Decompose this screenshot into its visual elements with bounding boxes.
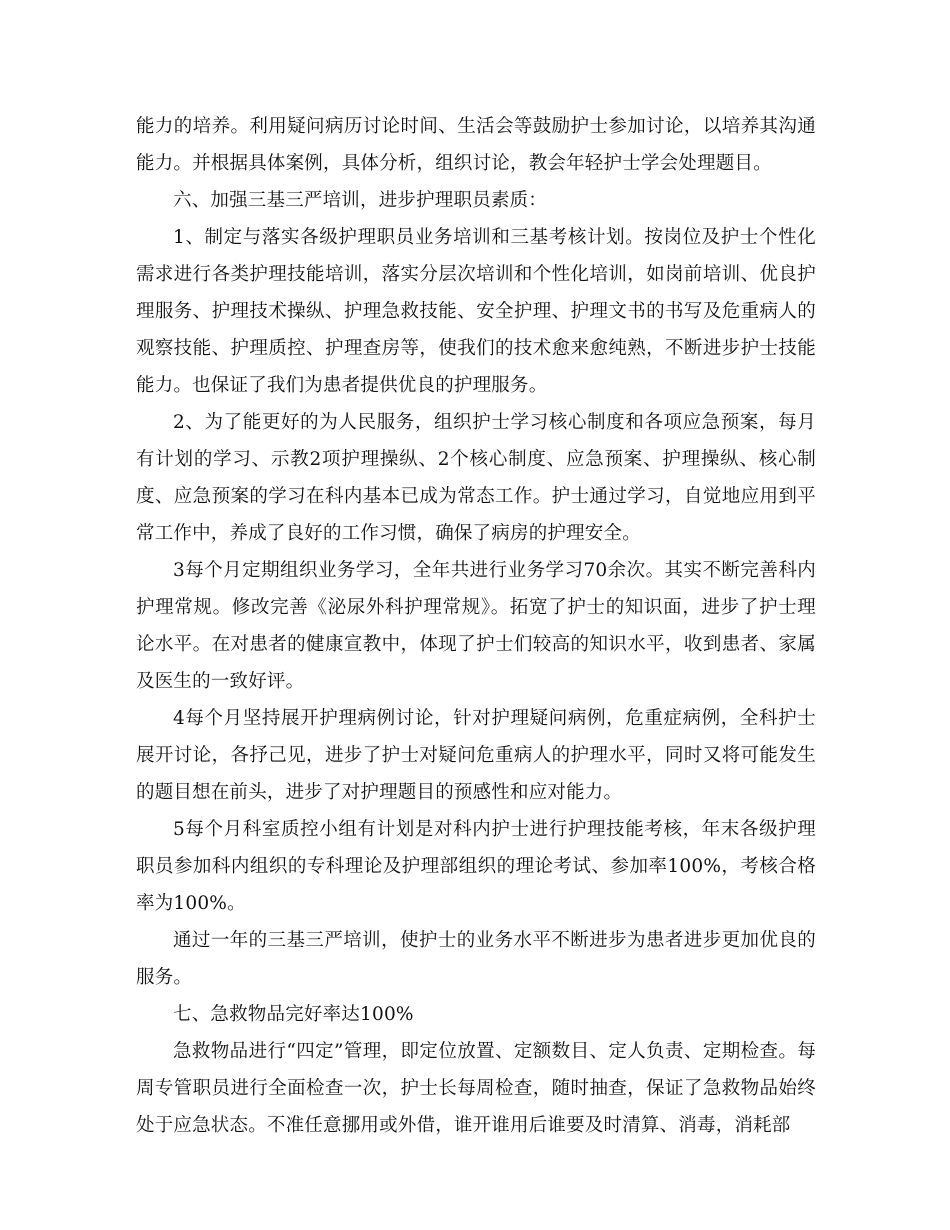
paragraph-2-section-heading: 六、加强三基三严培训，进步护理职员素质： (173, 190, 548, 211)
paragraph-4: 2、为了能更好的为人民服务，组织护士学习核心制度和各项应急预案，每月有计划的学习、示教2项护理操纵、2个核心制度、应急预案、护理操纵、核心制度、应急预案的学习在科内基本已成为常态工作。护士通过学习，自觉地应用到平常工作中，养成了良好的工作习惯，确保了病房的护理安全。 (136, 412, 816, 544)
paragraph-1: 能力的培养。利用疑问病历讨论时间、生活会等鼓励护士参加讨论，以培养其沟通能力。并根据具体案例，具体分析，组织讨论，教会年轻护士学会处理题目。 (136, 116, 816, 174)
document-body (136, 108, 816, 1144)
paragraph-10: 急救物品进行“四定”管理，即定位放置、定额数目、定人负责、定期检查。每周专管职员进行全面检查一次，护士长每周检查，随时抽查，保证了急救物品始终处于应急状态。不准任意挪用或外借，谁开谁用后谁要及时清算、消毒，消耗部 (136, 1041, 816, 1136)
paragraph-7: 5每个月科室质控小组有计划是对科内护士进行护理技能考核，年末各级护理职员参加科内组织的专科理论及护理部组织的理论考试、参加率100%，考核合格率为100%。 (136, 819, 816, 914)
paragraph-8: 通过一年的三基三严培训，使护士的业务水平不断进步为患者进步更加优良的服务。 (136, 930, 816, 988)
paragraph-3: 1、制定与落实各级护理职员业务培训和三基考核计划。按岗位及护士个性化需求进行各类护理技能培训，落实分层次培训和个性化培训，如岗前培训、优良护理服务、护理技术操纵、护理急救技能、安全护理、护理文书的书写及危重病人的观察技能、护理质控、护理查房等，使我们的技术愈来愈纯熟，不断进步护士技能能力。也保证了我们为患者提供优良的护理服务。 (136, 227, 816, 396)
paragraph-5: 3每个月定期组织业务学习，全年共进行业务学习70余次。其实不断完善科内护理常规。修改完善《泌尿外科护理常规》。拓宽了护士的知识面，进步了护士理论水平。在对患者的健康宣教中，体现了护士们较高的知识水平，收到患者、家属及医生的一致好评。 (136, 560, 816, 692)
paragraph-6: 4每个月坚持展开护理病例讨论，针对护理疑问病例，危重症病例，全科护士展开讨论，各抒己见，进步了护士对疑问危重病人的护理水平，同时又将可能发生的题目想在前头，进步了对护理题目的预感性和应对能力。 (136, 708, 816, 803)
paragraph-9-section-heading: 七、急救物品完好率达100% (173, 1004, 414, 1025)
